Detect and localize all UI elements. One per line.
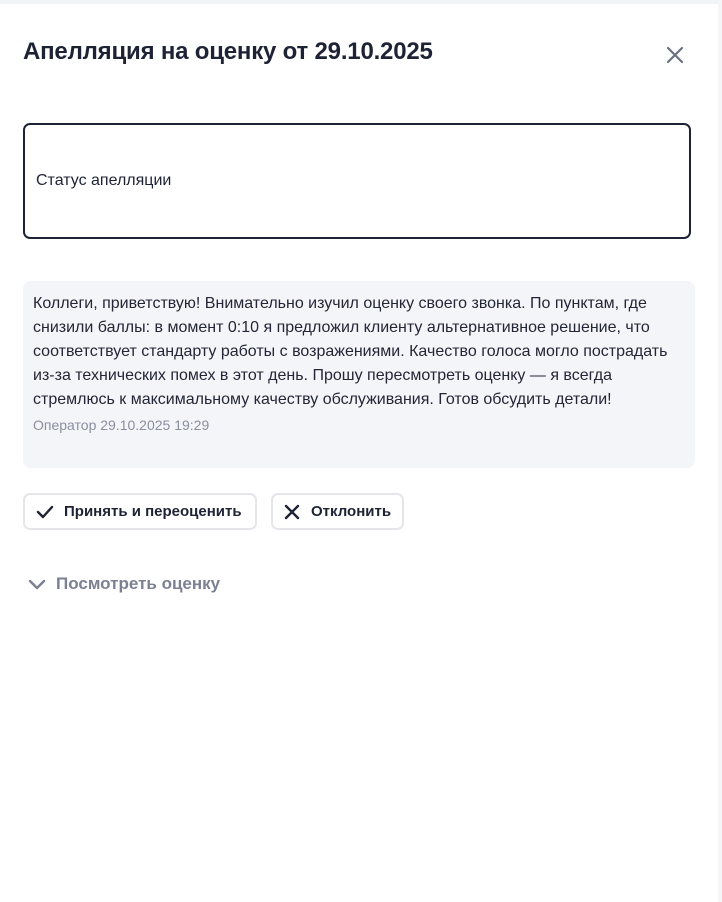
- accept-and-reevaluate-button[interactable]: [23, 493, 257, 530]
- x-icon: [282, 502, 302, 522]
- accept-button-label: Принять и переоценить: [64, 503, 242, 520]
- view-evaluation-toggle[interactable]: [26, 573, 220, 595]
- close-button[interactable]: [662, 42, 688, 68]
- dialog-title: Апелляция на оценку от 29.10.2025: [23, 38, 433, 65]
- appeal-dialog: [0, 4, 718, 902]
- appeal-status-select[interactable]: [23, 123, 691, 239]
- chevron-down-icon: [26, 573, 48, 595]
- scrollbar-track: [718, 0, 722, 902]
- view-evaluation-label: Посмотреть оценку: [56, 574, 221, 593]
- close-icon: [666, 46, 684, 64]
- check-icon: [35, 502, 55, 522]
- operator-comment: [23, 281, 695, 468]
- comment-text: Коллеги, приветствую! Внимательно изучил оценку своего звонка. По пунктам, где снизили баллы: в момент 0:10 я предложил клиенту альтернативное решение, что соответствует стандарту работы с возражениями. Качество голоса могло пострадать из-за технических помех в этот день. Прошу пересмотреть оценку — я всегда стремлюсь к максимальному качеству обслуживания. Готов обсудить детали!: [33, 295, 668, 408]
- comment-author-timestamp: Оператор 29.10.2025 19:29: [33, 417, 210, 433]
- reject-button-label: Отклонить: [311, 503, 392, 520]
- appeal-status-label: Статус апелляции: [36, 172, 172, 189]
- reject-button[interactable]: [271, 493, 404, 530]
